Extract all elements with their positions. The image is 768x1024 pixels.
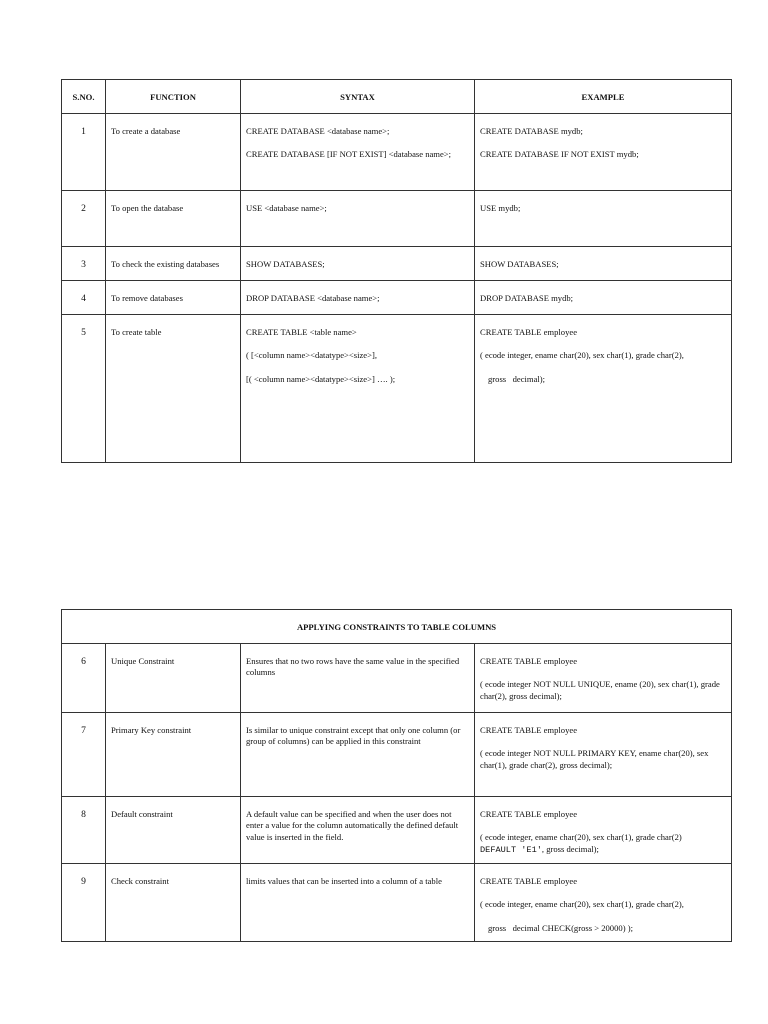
description-cell: limits values that can be inserted into a column of a table xyxy=(241,864,475,942)
example-line: USE mydb; xyxy=(480,203,521,213)
example-line: CREATE DATABASE IF NOT EXIST mydb; xyxy=(480,149,639,160)
row-number: 5 xyxy=(62,315,106,463)
table-row xyxy=(62,797,732,864)
function-cell: Unique Constraint xyxy=(106,644,241,713)
example-cell xyxy=(475,114,732,191)
constraints-title: APPLYING CONSTRAINTS TO TABLE COLUMNS xyxy=(62,610,732,644)
example-line: CREATE DATABASE mydb; xyxy=(480,126,583,136)
row-number: 8 xyxy=(62,797,106,864)
syntax-line: SHOW DATABASES; xyxy=(246,259,325,269)
syntax-cell xyxy=(241,315,475,463)
example-cell xyxy=(475,247,732,281)
description-cell: Ensures that no two rows have the same value in the specified columns xyxy=(241,644,475,713)
example-line: ( ecode integer NOT NULL PRIMARY KEY, ename char(20), sex char(1), grade char(2), gross decimal); xyxy=(480,748,709,770)
example-line: CREATE TABLE employee xyxy=(480,876,578,886)
header-sno: S.NO. xyxy=(62,80,106,114)
table-row xyxy=(62,315,732,463)
table-row xyxy=(62,713,732,797)
table-header-row xyxy=(62,80,732,114)
header-example: EXAMPLE xyxy=(475,80,732,114)
syntax-line: CREATE DATABASE [IF NOT EXIST] <database name>; xyxy=(246,149,452,160)
constraints-table xyxy=(61,609,732,942)
function-cell: To create table xyxy=(106,315,241,463)
row-number: 4 xyxy=(62,281,106,315)
function-cell: To check the existing databases xyxy=(106,247,241,281)
example-line: CREATE TABLE employee xyxy=(480,725,578,735)
constraints-title-row xyxy=(62,610,732,644)
header-syntax: SYNTAX xyxy=(241,80,475,114)
function-cell: Check constraint xyxy=(106,864,241,942)
syntax-line: DROP DATABASE <database name>; xyxy=(246,293,380,303)
row-number: 3 xyxy=(62,247,106,281)
example-line: SHOW DATABASES; xyxy=(480,259,559,269)
example-cell xyxy=(475,797,732,864)
example-line xyxy=(480,844,726,856)
example-line: ( ecode integer, ename char(20), sex char(1), grade char(2), xyxy=(480,350,684,361)
example-cell xyxy=(475,644,732,713)
table-row xyxy=(62,864,732,942)
syntax-cell xyxy=(241,281,475,315)
example-line: CREATE TABLE employee xyxy=(480,656,578,666)
default-keyword: DEFAULT 'E1' xyxy=(480,844,542,855)
table-row xyxy=(62,191,732,247)
syntax-cell xyxy=(241,114,475,191)
table-row xyxy=(62,114,732,191)
example-line: ( ecode integer, ename char(20), sex char(1), grade char(2) xyxy=(480,832,682,843)
example-line: gross decimal); xyxy=(488,373,546,384)
function-cell: To remove databases xyxy=(106,281,241,315)
syntax-cell xyxy=(241,191,475,247)
example-line: ( ecode integer, ename char(20), sex char(1), grade char(2), xyxy=(480,899,684,910)
example-line: CREATE TABLE employee xyxy=(480,327,578,337)
function-cell: Default constraint xyxy=(106,797,241,864)
syntax-line: CREATE TABLE <table name> xyxy=(246,327,357,337)
example-line: ( ecode integer NOT NULL UNIQUE, ename (20), sex char(1), grade char(2), gross decimal); xyxy=(480,679,720,701)
example-line: CREATE TABLE employee xyxy=(480,809,578,819)
row-number: 2 xyxy=(62,191,106,247)
example-cell xyxy=(475,864,732,942)
description-cell: Is similar to unique constraint except that only one column (or group of columns) can be applied in this constraint xyxy=(241,713,475,797)
row-number: 7 xyxy=(62,713,106,797)
example-line: gross decimal CHECK(gross > 20000) ); xyxy=(488,922,633,933)
sql-commands-table xyxy=(61,79,732,463)
description-cell: A default value can be specified and when the user does not enter a value for the column automatically the defined default value is inserted in the field. xyxy=(241,797,475,864)
example-cell xyxy=(475,191,732,247)
example-line-tail: , gross decimal); xyxy=(541,843,599,854)
syntax-cell xyxy=(241,247,475,281)
table-row xyxy=(62,281,732,315)
syntax-line: CREATE DATABASE <database name>; xyxy=(246,126,390,136)
row-number: 6 xyxy=(62,644,106,713)
row-number: 1 xyxy=(62,114,106,191)
header-function: FUNCTION xyxy=(106,80,241,114)
table-row xyxy=(62,644,732,713)
syntax-line: [( <column name><datatype><size>] …. ); xyxy=(246,373,396,384)
example-line: DROP DATABASE mydb; xyxy=(480,293,574,303)
example-cell xyxy=(475,281,732,315)
row-number: 9 xyxy=(62,864,106,942)
syntax-line: USE <database name>; xyxy=(246,203,327,213)
syntax-line: ( [<column name><datatype><size>], xyxy=(246,350,377,361)
example-cell xyxy=(475,713,732,797)
function-cell: To open the database xyxy=(106,191,241,247)
table-row xyxy=(62,247,732,281)
function-cell: To create a database xyxy=(106,114,241,191)
example-cell xyxy=(475,315,732,463)
function-cell: Primary Key constraint xyxy=(106,713,241,797)
